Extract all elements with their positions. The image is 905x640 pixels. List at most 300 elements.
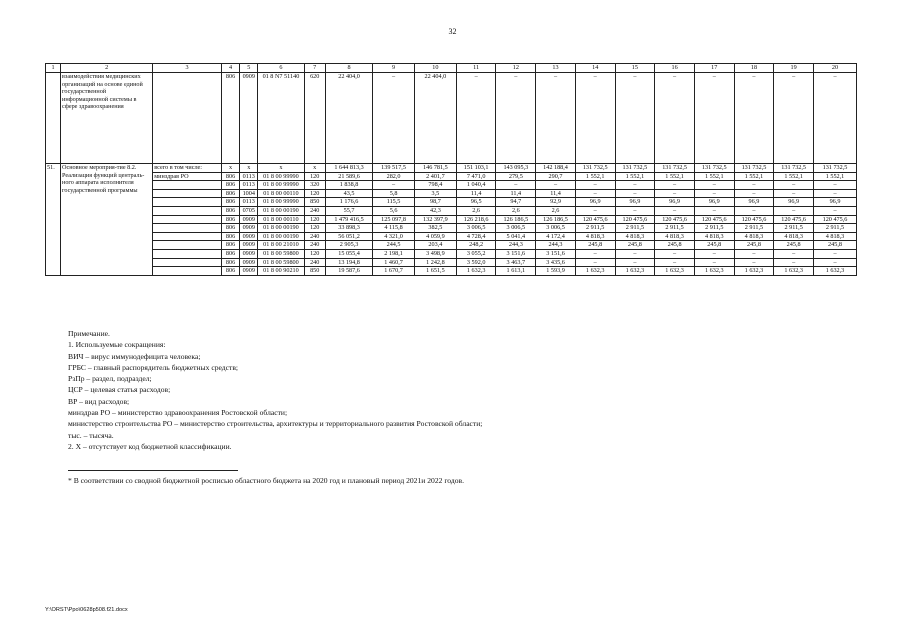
table-cell: 806 xyxy=(221,73,239,164)
table-cell: 120 475,6 xyxy=(655,215,695,224)
budget-table xyxy=(45,63,857,276)
table-cell: взаимодействия медицинских организаций на основе единой государственной информационной системы в сфере здравоохранения xyxy=(61,73,153,164)
table-cell: 245,8 xyxy=(694,241,734,250)
table-cell: 1 632,3 xyxy=(575,267,615,276)
table-cell: 22 404,0 xyxy=(325,73,372,164)
table-cell: 806 xyxy=(221,241,239,250)
table-cell: 19 587,6 xyxy=(325,267,372,276)
header-cell: 1 xyxy=(46,64,61,73)
table-cell: 1 632,3 xyxy=(456,267,496,276)
table-cell: 131 732,5 xyxy=(575,164,615,173)
table-cell: 2 911,5 xyxy=(774,224,814,233)
table-cell: 0909 xyxy=(240,249,258,258)
table-cell: 279,5 xyxy=(496,172,536,181)
table-cell: 3 435,6 xyxy=(536,258,576,267)
table-cell: 0113 xyxy=(240,172,258,181)
table-cell: 01 8 00 21010 xyxy=(258,241,304,250)
table-cell: – xyxy=(774,206,814,215)
table-cell: 11,4 xyxy=(456,189,496,198)
footnote-divider xyxy=(68,470,238,471)
table-row xyxy=(46,241,857,250)
note-line: тыс. – тысяча. xyxy=(68,430,114,440)
table-cell xyxy=(153,181,222,190)
file-path: Y:\ORST\Ppo\0628p508.f21.docx xyxy=(45,607,128,613)
table-cell: 1 552,1 xyxy=(774,172,814,181)
table-cell: 13 194,8 xyxy=(325,258,372,267)
table-cell: 4 321,0 xyxy=(373,232,415,241)
table-cell xyxy=(153,224,222,233)
table-cell: 2 911,5 xyxy=(734,224,774,233)
table-cell: 3 463,7 xyxy=(496,258,536,267)
table-cell: – xyxy=(615,73,655,164)
table-cell: – xyxy=(615,189,655,198)
table-cell: – xyxy=(575,181,615,190)
table-cell: 131 732,5 xyxy=(655,164,695,173)
table-cell: 94,7 xyxy=(496,198,536,207)
table-cell: – xyxy=(655,73,695,164)
table-cell: 2 911,5 xyxy=(615,224,655,233)
table-cell: 1 242,8 xyxy=(414,258,456,267)
table-cell: 4 818,3 xyxy=(813,232,856,241)
table-cell: 806 xyxy=(221,224,239,233)
note-line: ГРБС – главный распорядитель бюджетных средств; xyxy=(68,362,239,372)
table-cell: 146 781,5 xyxy=(414,164,456,173)
table-cell: 620 xyxy=(304,73,325,164)
table-cell: – xyxy=(774,181,814,190)
table-cell: 0705 xyxy=(240,206,258,215)
table-cell: 01 8 00 59800 xyxy=(258,249,304,258)
table-cell: 806 xyxy=(221,206,239,215)
table-cell: 1 593,9 xyxy=(536,267,576,276)
table-cell: 120 475,6 xyxy=(734,215,774,224)
table-cell: 2,6 xyxy=(496,206,536,215)
table-cell: 2 911,5 xyxy=(694,224,734,233)
table-cell: 382,5 xyxy=(414,224,456,233)
table-cell: 240 xyxy=(304,241,325,250)
table-cell: 0909 xyxy=(240,215,258,224)
table-row xyxy=(46,224,857,233)
table-cell: 126 186,5 xyxy=(536,215,576,224)
table-cell: 5 041,4 xyxy=(496,232,536,241)
table-cell: – xyxy=(813,73,856,164)
table-cell: 1 176,6 xyxy=(325,198,372,207)
table-cell: 131 732,5 xyxy=(694,164,734,173)
table-row xyxy=(46,189,857,198)
table-cell: 245,8 xyxy=(774,241,814,250)
table-cell: 96,9 xyxy=(655,198,695,207)
table-cell: – xyxy=(655,189,695,198)
table-cell: – xyxy=(615,206,655,215)
header-cell: 17 xyxy=(694,64,734,73)
table-cell: 4 818,3 xyxy=(734,232,774,241)
table-cell: 01 8 00 99990 xyxy=(258,198,304,207)
table-cell: 55,7 xyxy=(325,206,372,215)
table-cell: – xyxy=(734,249,774,258)
table-row xyxy=(46,249,857,258)
table-cell: 126 186,5 xyxy=(496,215,536,224)
table-cell: 0909 xyxy=(240,73,258,164)
table-cell: – xyxy=(694,73,734,164)
table-cell: 7 471,0 xyxy=(456,172,496,181)
table-cell: 2,6 xyxy=(536,206,576,215)
table-cell: 96,9 xyxy=(774,198,814,207)
table-cell: 01 8 00 00190 xyxy=(258,206,304,215)
table-cell: – xyxy=(694,181,734,190)
table-cell: 245,8 xyxy=(734,241,774,250)
table-cell: – xyxy=(575,258,615,267)
notes-section xyxy=(68,328,848,452)
table-cell: всего в том числе: xyxy=(153,164,222,173)
table-cell: 120 xyxy=(304,224,325,233)
table-cell xyxy=(153,232,222,241)
table-row xyxy=(46,73,857,164)
table-cell: – xyxy=(734,258,774,267)
table-cell: 115,5 xyxy=(373,198,415,207)
table-cell xyxy=(153,267,222,276)
table-cell: – xyxy=(774,73,814,164)
header-cell: 15 xyxy=(615,64,655,73)
table-cell: 4 728,4 xyxy=(456,232,496,241)
table-row xyxy=(46,267,857,276)
table-cell: – xyxy=(734,73,774,164)
table-cell: 131 732,5 xyxy=(734,164,774,173)
table-cell: 1 552,1 xyxy=(734,172,774,181)
table-cell xyxy=(153,215,222,224)
table-cell: 806 xyxy=(221,258,239,267)
table-cell: 806 xyxy=(221,172,239,181)
table-cell: 1 632,3 xyxy=(734,267,774,276)
table-cell: 2 905,3 xyxy=(325,241,372,250)
header-cell: 10 xyxy=(414,64,456,73)
table-cell: 0909 xyxy=(240,267,258,276)
table-cell: 240 xyxy=(304,258,325,267)
table-cell: 1 040,4 xyxy=(456,181,496,190)
table-cell: – xyxy=(655,181,695,190)
table-cell: 3 006,5 xyxy=(496,224,536,233)
table-cell: 1 838,8 xyxy=(325,181,372,190)
table-cell: 11,4 xyxy=(496,189,536,198)
table-cell: 120 475,6 xyxy=(774,215,814,224)
header-cell: 7 xyxy=(304,64,325,73)
row-number-cell: 51. xyxy=(46,164,61,276)
table-cell: 4 818,3 xyxy=(655,232,695,241)
table-cell: – xyxy=(813,206,856,215)
header-cell: 4 xyxy=(221,64,239,73)
table-cell: 806 xyxy=(221,249,239,258)
table-cell: х xyxy=(240,164,258,173)
table-cell: – xyxy=(575,249,615,258)
table-cell: – xyxy=(373,73,415,164)
header-cell: 13 xyxy=(536,64,576,73)
table-cell: 96,5 xyxy=(456,198,496,207)
table-cell: 244,3 xyxy=(496,241,536,250)
table-cell: 1 552,1 xyxy=(813,172,856,181)
table-cell: 120 xyxy=(304,189,325,198)
table-cell: 245,8 xyxy=(655,241,695,250)
table-cell: 0113 xyxy=(240,181,258,190)
table-cell: 5,6 xyxy=(373,206,415,215)
table-cell: 1 613,1 xyxy=(496,267,536,276)
table-cell: 3 151,6 xyxy=(536,249,576,258)
event-name-cell: Основное мероприя-тие 8.2. Реализация функций централь-ного аппарата исполнителя государственной программы xyxy=(61,164,153,276)
table-cell: 126 218,6 xyxy=(456,215,496,224)
table-cell: 142 188,4 xyxy=(536,164,576,173)
table-cell: 01 8 00 00110 xyxy=(258,215,304,224)
table-cell xyxy=(46,73,61,164)
header-cell: 14 xyxy=(575,64,615,73)
table-cell xyxy=(153,73,222,164)
header-cell: 2 xyxy=(61,64,153,73)
table-cell: 203,4 xyxy=(414,241,456,250)
table-cell: – xyxy=(615,181,655,190)
table-cell xyxy=(153,241,222,250)
table-cell: 1 632,3 xyxy=(774,267,814,276)
table-cell: 3 592,0 xyxy=(456,258,496,267)
header-cell: 5 xyxy=(240,64,258,73)
table-cell: 245,8 xyxy=(615,241,655,250)
table-cell: – xyxy=(734,189,774,198)
header-cell: 18 xyxy=(734,64,774,73)
table-cell: 1 552,1 xyxy=(575,172,615,181)
table-cell: – xyxy=(694,206,734,215)
table-cell: 2,6 xyxy=(456,206,496,215)
table-cell: 131 732,5 xyxy=(615,164,655,173)
table-cell: 244,5 xyxy=(373,241,415,250)
header-cell: 16 xyxy=(655,64,695,73)
table-cell: 120 xyxy=(304,249,325,258)
table-cell: 01 8 00 90210 xyxy=(258,267,304,276)
table-cell: 96,9 xyxy=(734,198,774,207)
table-cell: 320 xyxy=(304,181,325,190)
table-cell: – xyxy=(734,181,774,190)
table-cell: 01 8 00 59800 xyxy=(258,258,304,267)
table-cell: 21 589,6 xyxy=(325,172,372,181)
table-cell: 139 517,5 xyxy=(373,164,415,173)
table-cell: 0909 xyxy=(240,241,258,250)
table-cell: – xyxy=(655,206,695,215)
table-cell: – xyxy=(655,249,695,258)
table-cell: 1 460,7 xyxy=(373,258,415,267)
table-cell: 245,8 xyxy=(813,241,856,250)
table-cell: – xyxy=(774,189,814,198)
table-cell xyxy=(153,249,222,258)
note-line: ВР – вид расходов; xyxy=(68,396,130,406)
table-cell: 151 103,1 xyxy=(456,164,496,173)
table-cell: 143 095,3 xyxy=(496,164,536,173)
table-cell: 806 xyxy=(221,189,239,198)
table-cell: 98,7 xyxy=(414,198,456,207)
table-cell: 806 xyxy=(221,181,239,190)
table-cell: 1 651,5 xyxy=(414,267,456,276)
table-cell: 132 397,9 xyxy=(414,215,456,224)
table-cell: – xyxy=(813,181,856,190)
table-cell: 131 732,5 xyxy=(813,164,856,173)
table-cell: 33 898,3 xyxy=(325,224,372,233)
table-cell: – xyxy=(655,258,695,267)
table-cell: 3,5 xyxy=(414,189,456,198)
table-cell: – xyxy=(575,73,615,164)
table-cell: – xyxy=(373,181,415,190)
table-cell: 4 818,3 xyxy=(694,232,734,241)
table-cell: – xyxy=(774,249,814,258)
table-row xyxy=(46,258,857,267)
table-cell: 240 xyxy=(304,232,325,241)
table-cell: 1 552,1 xyxy=(615,172,655,181)
table-cell: – xyxy=(496,181,536,190)
table-cell: 120 xyxy=(304,172,325,181)
table-cell: 2 198,1 xyxy=(373,249,415,258)
header-cell: 12 xyxy=(496,64,536,73)
table-cell: 0909 xyxy=(240,224,258,233)
table-row xyxy=(46,181,857,190)
table-row xyxy=(46,172,857,181)
table-cell: 15 055,4 xyxy=(325,249,372,258)
table-cell: – xyxy=(694,189,734,198)
table-cell: 120 475,6 xyxy=(694,215,734,224)
table-cell: 1 552,1 xyxy=(694,172,734,181)
table-cell: 806 xyxy=(221,198,239,207)
header-row xyxy=(46,64,857,73)
table-cell: 96,9 xyxy=(813,198,856,207)
table-cell: х xyxy=(258,164,304,173)
table-cell: 4 818,3 xyxy=(774,232,814,241)
table-cell: – xyxy=(734,206,774,215)
table-cell: – xyxy=(456,73,496,164)
table-cell: – xyxy=(536,73,576,164)
table-cell: 01 8 00 99990 xyxy=(258,172,304,181)
table-cell: 125 097,8 xyxy=(373,215,415,224)
table-cell: 245,8 xyxy=(575,241,615,250)
table-cell: 290,7 xyxy=(536,172,576,181)
table-cell: 2 911,5 xyxy=(575,224,615,233)
table-cell: 01 8 00 99990 xyxy=(258,181,304,190)
header-cell: 6 xyxy=(258,64,304,73)
header-cell: 9 xyxy=(373,64,415,73)
table-cell: 850 xyxy=(304,198,325,207)
table-cell: 1 632,3 xyxy=(615,267,655,276)
table-cell: 43,5 xyxy=(325,189,372,198)
table-cell: 1 632,3 xyxy=(694,267,734,276)
table-cell: 3 151,6 xyxy=(496,249,536,258)
table-cell: – xyxy=(694,249,734,258)
table-cell: 120 xyxy=(304,215,325,224)
table-cell xyxy=(153,198,222,207)
table-cell: 2 401,7 xyxy=(414,172,456,181)
table-cell xyxy=(153,189,222,198)
table-cell xyxy=(153,206,222,215)
table-cell: 96,9 xyxy=(694,198,734,207)
table-row xyxy=(46,215,857,224)
table-cell: 3 055,2 xyxy=(456,249,496,258)
table-cell: – xyxy=(813,189,856,198)
table-cell: 96,9 xyxy=(615,198,655,207)
table-cell: х xyxy=(221,164,239,173)
note-line: минздрав РО – министерство здравоохранения Ростовской области; xyxy=(68,408,288,418)
table-cell: 1 479 416,5 xyxy=(325,215,372,224)
table-cell: 1 632,3 xyxy=(655,267,695,276)
table-row xyxy=(46,198,857,207)
table-cell: 01 8 N7 51140 xyxy=(258,73,304,164)
table-cell: 92,9 xyxy=(536,198,576,207)
table-cell: 96,9 xyxy=(575,198,615,207)
table-cell: 120 475,6 xyxy=(615,215,655,224)
table-cell: – xyxy=(774,258,814,267)
table-cell: 0909 xyxy=(240,232,258,241)
table-cell: 1 670,7 xyxy=(373,267,415,276)
table-cell: – xyxy=(536,181,576,190)
table-cell: 4 818,3 xyxy=(615,232,655,241)
table-cell: – xyxy=(694,258,734,267)
table-cell: – xyxy=(813,249,856,258)
note-line: Примечание. xyxy=(68,329,110,338)
table-cell: 56 051,2 xyxy=(325,232,372,241)
table-cell: минздрав РО xyxy=(153,172,222,181)
table-cell: 248,2 xyxy=(456,241,496,250)
table-cell: 244,3 xyxy=(536,241,576,250)
note-line: ВИЧ – вирус иммунодефицита человека; xyxy=(68,351,201,361)
table-cell: 282,0 xyxy=(373,172,415,181)
table-cell: 0909 xyxy=(240,258,258,267)
table-cell: 3 006,5 xyxy=(536,224,576,233)
table-cell: 42,3 xyxy=(414,206,456,215)
table-cell: 4 172,4 xyxy=(536,232,576,241)
table-cell: – xyxy=(575,206,615,215)
table-cell: 1 632,3 xyxy=(813,267,856,276)
table-cell: 1 644 813,3 xyxy=(325,164,372,173)
table-cell: – xyxy=(615,258,655,267)
table-cell: – xyxy=(615,249,655,258)
footnote: * В соответствии со сводной бюджетной росписью областного бюджета на 2020 год и плановый период 2021и 2022 годов. xyxy=(68,476,464,485)
table-cell: 850 xyxy=(304,267,325,276)
header-cell: 20 xyxy=(813,64,856,73)
table-cell: 1 552,1 xyxy=(655,172,695,181)
header-cell: 11 xyxy=(456,64,496,73)
table-cell: – xyxy=(575,189,615,198)
table-cell: 806 xyxy=(221,215,239,224)
table-cell: 1004 xyxy=(240,189,258,198)
table-cell: – xyxy=(813,258,856,267)
table-cell: 22 404,0 xyxy=(414,73,456,164)
table-cell: 131 732,5 xyxy=(774,164,814,173)
note-line: ЦСР – целевая статья расходов; xyxy=(68,385,171,395)
table-row xyxy=(46,164,857,173)
table-cell xyxy=(153,258,222,267)
note-line: РзПр – раздел, подраздел; xyxy=(68,374,152,384)
note-line: 2. Х – отсутствует код бюджетной классификации. xyxy=(68,441,232,451)
table-cell: 0113 xyxy=(240,198,258,207)
table-cell: 798,4 xyxy=(414,181,456,190)
note-line: 1. Используемые сокращения: xyxy=(68,340,166,350)
table-cell: 01 8 00 00110 xyxy=(258,189,304,198)
header-cell: 8 xyxy=(325,64,372,73)
table-cell: 01 8 00 00190 xyxy=(258,232,304,241)
table-cell: 01 8 00 00190 xyxy=(258,224,304,233)
table-cell: 3 006,5 xyxy=(456,224,496,233)
table-cell: 3 498,9 xyxy=(414,249,456,258)
table-cell: 120 475,6 xyxy=(575,215,615,224)
table-cell: х xyxy=(304,164,325,173)
table-cell: 5,8 xyxy=(373,189,415,198)
table-cell: 2 911,5 xyxy=(813,224,856,233)
table-cell: 240 xyxy=(304,206,325,215)
table-cell: 4 818,3 xyxy=(575,232,615,241)
header-cell: 3 xyxy=(153,64,222,73)
table-cell: 4 115,8 xyxy=(373,224,415,233)
table-cell: 806 xyxy=(221,267,239,276)
table-cell: 11,4 xyxy=(536,189,576,198)
table-row xyxy=(46,206,857,215)
table-cell: 4 059,9 xyxy=(414,232,456,241)
